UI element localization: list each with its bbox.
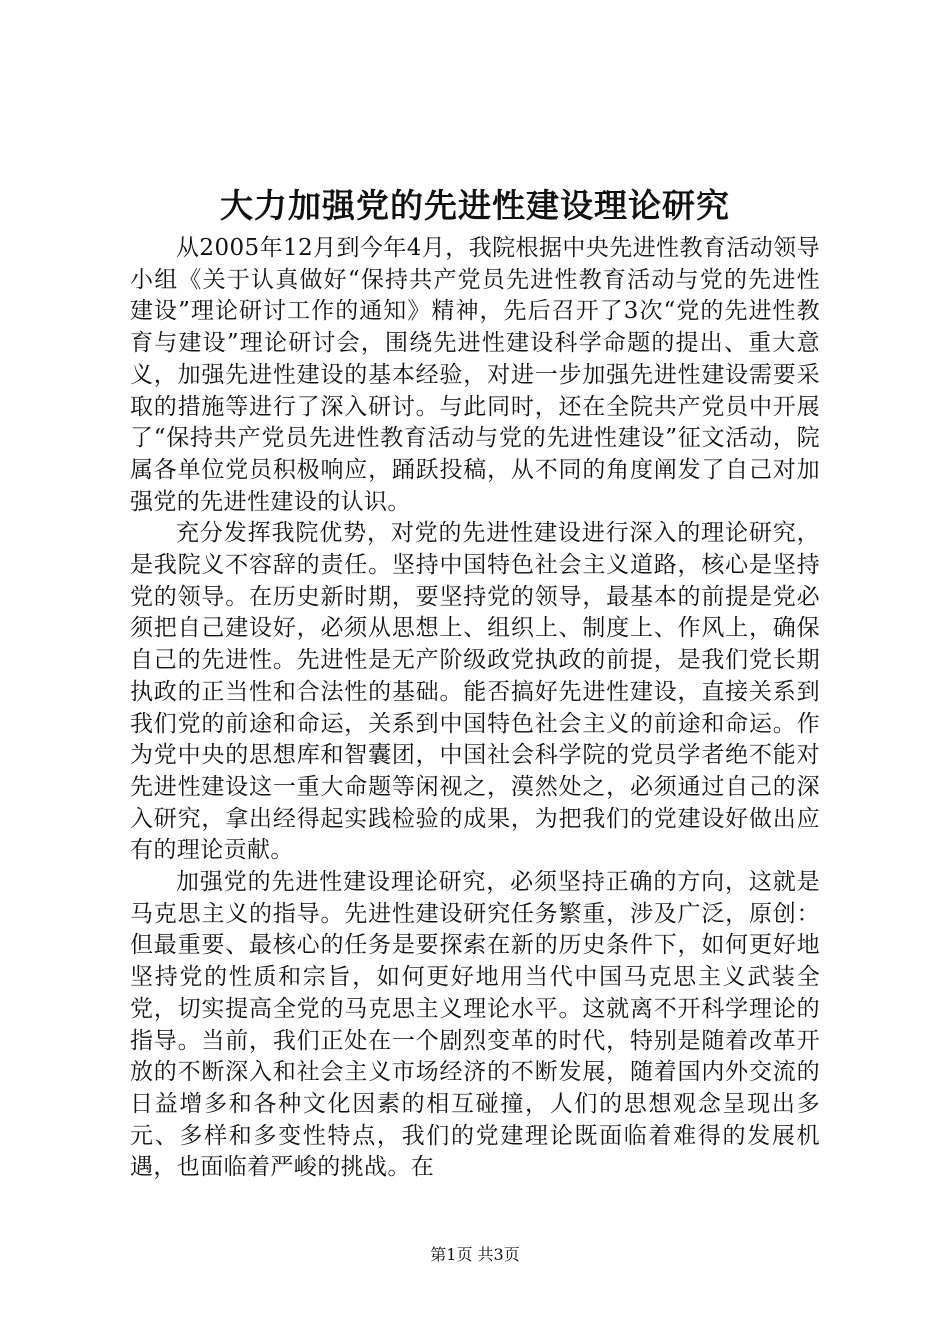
paragraph-2: 充分发挥我院优势，对党的先进性建设进行深入的理论研究，是我院义不容辞的责任。坚持中国特色社会主义道路，核心是坚持党的领导。在历史新时期，要坚持党的领导，最基本的前提是党必须把自己建设好，必须从思想上、组织上、制度上、作风上，确保自己的先进性。先进性是无产阶级政党执政的前提，是我们党长期执政的正当性和合法性的基础。能否搞好先进性建设，直接关系到我们党的前途和命运，关系到中国特色社会主义的前途和命运。作为党中央的思想库和智囊团，中国社会科学院的党员学者绝不能对先进性建设这一重大命题等闲视之，漠然处之，必须通过自己的深入研究，拿出经得起实践检验的成果，为把我们的党建设好做出应有的理论贡献。: [130, 520, 820, 864]
paragraph-3: 加强党的先进性建设理论研究，必须坚持正确的方向，这就是马克思主义的指导。先进性建设研究任务繁重，涉及广泛，原创：但最重要、最核心的任务是要探索在新的历史条件下，如何更好地坚持党的性质和宗旨，如何更好地用当代中国马克思主义武装全党，切实提高全党的马克思主义理论水平。这就离不开科学理论的指导。当前，我们正处在一个剧烈变革的时代，特别是随着改革开放的不断深入和社会主义市场经济的不断发展，随着国内外交流的日益增多和各种文化因素的相互碰撞，人们的思想观念呈现出多元、多样和多变性特点，我们的党建理论既面临着难得的发展机遇，也面临着严峻的挑战。在: [130, 869, 820, 1181]
document-body: [130, 233, 820, 1184]
paragraph-1: 从2005年12月到今年4月，我院根据中央先进性教育活动领导小组《关于认真做好“保持共产党员先进性教育活动与党的先进性建设”理论研讨工作的通知》精神，先后召开了3次“党的先进性教育与建设”理论研讨会，围绕先进性建设科学命题的提出、重大意义，加强先进性建设的基本经验，对进一步加强先进性建设需要采取的措施等进行了深入研讨。与此同时，还在全院共产党员中开展了“保持共产党员先进性教育活动与党的先进性建设”征文活动，院属各单位党员积极响应，踊跃投稿，从不同的角度阐发了自己对加强党的先进性建设的认识。: [130, 235, 820, 515]
document-title: 大力加强党的先进性建设理论研究: [220, 186, 730, 225]
page-number-footer: 第1页 共3页: [430, 1245, 520, 1264]
